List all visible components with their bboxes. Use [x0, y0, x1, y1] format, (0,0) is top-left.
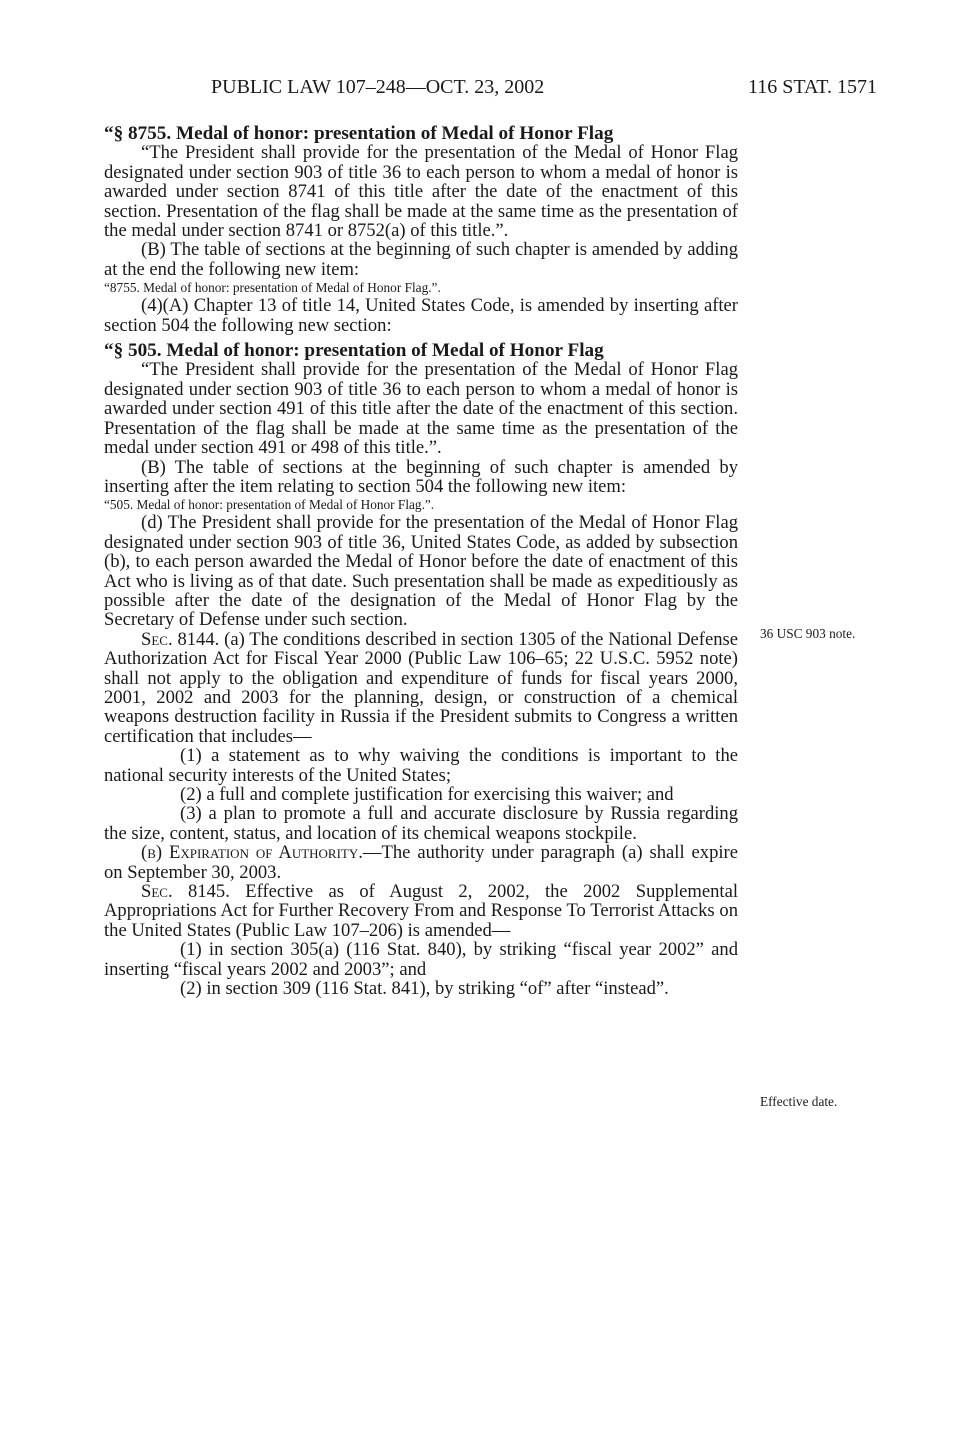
- paragraph-d: (d) The President shall provide for the presentation of the Medal of Honor Flag designated under section 903 of title 36, United States Code, as added by subsection (b), to each person awarded the Medal of Honor before the date of enactment of this Act who is living as of that date. Such presentation shall be made as expeditiously as possible after the date of the designation of the Medal of Honor Flag by the Secretary of Defense under such section.: [104, 512, 738, 631]
- expiration-text: —The authority under paragraph (a) shall expire on September 30, 2003.: [104, 842, 738, 883]
- section-8755-heading: “§ 8755. Medal of honor: presentation of Medal of Honor Flag: [104, 123, 614, 144]
- section-8145-item-2: (2) in section 309 (116 Stat. 841), by striking “of” after “instead”.: [180, 978, 669, 1000]
- section-505-table-item: “505. Medal of honor: presentation of Medal of Honor Flag.”.: [104, 497, 435, 513]
- paragraph-4a: (4)(A) Chapter 13 of title 14, United States Code, is amended by inserting after section 504 the following new section:: [104, 295, 738, 336]
- section-8144-label: Sec.: [141, 628, 173, 650]
- page-header: [104, 76, 877, 106]
- section-8145-item-1: (1) in section 305(a) (116 Stat. 840), by striking “fiscal year 2002” and inserting “fiscal years 2002 and 2003”; and: [104, 939, 738, 980]
- header-citation: PUBLIC LAW 107–248—OCT. 23, 2002: [211, 76, 545, 98]
- section-8144-item-2: (2) a full and complete justification for exercising this waiver; and: [180, 784, 674, 805]
- section-8755-text: “The President shall provide for the presentation of the Medal of Honor Flag designated under section 903 of title 36 to each person to whom a medal of honor is awarded under section 8741 of this title after the date of the enactment of this section. Presentation of the flag shall be made at the same time as the presentation of the medal under section 8741 or 8752(a) of this title.”.: [104, 142, 738, 242]
- section-8755-table-item: “8755. Medal of honor: presentation of Medal of Honor Flag.”.: [104, 280, 441, 296]
- section-8144-subsection-b: [104, 843, 738, 882]
- section-8144-body: 8144. (a) The conditions described in section 1305 of the National Defense Authorization Act for Fiscal Year 2000 (Public Law 106–65; 22 U.S.C. 5952 note) shall not apply to the obligation and expenditure of funds for fiscal years 2000, 2001, 2002 and 2003 for the planning, design, or construction of a chemical weapons destruction facility in Russia if the President submits to Congress a written certification that includes—: [104, 628, 738, 747]
- section-8145-text: [104, 882, 738, 940]
- section-8144-item-3: (3) a plan to promote a full and accurate disclosure by Russia regarding the size, content, status, and location of its chemical weapons stockpile.: [104, 803, 738, 844]
- expiration-heading: (b) Expiration of Authority.: [141, 842, 363, 864]
- margin-note-usc: 36 USC 903 note.: [760, 626, 856, 641]
- document-body: [104, 124, 738, 998]
- section-505-heading: “§ 505. Medal of honor: presentation of Medal of Honor Flag: [104, 340, 604, 362]
- section-8145-label: Sec.: [141, 881, 173, 903]
- margin-note-effective-date: Effective date.: [760, 1094, 838, 1109]
- section-8144-item-1: (1) a statement as to why waiving the conditions is important to the national security interests of the United States;: [104, 745, 738, 786]
- section-8144-text: [104, 630, 738, 746]
- section-505-text: “The President shall provide for the presentation of the Medal of Honor Flag designated under section 903 of title 36 to each person to whom a medal of honor is awarded under section 491 of this title after the date of the enactment of this section. Presentation of the flag shall be made at the same time as the presentation of the medal under section 491 or 498 of this title.”.: [104, 359, 738, 459]
- section-8755-table-amendment: (B) The table of sections at the beginning of such chapter is amended by adding at the end the following new item:: [104, 239, 738, 280]
- header-stat-page: 116 STAT. 1571: [748, 76, 877, 98]
- section-8145-body: 8145. Effective as of August 2, 2002, the 2002 Supplemental Appropriations Act for Further Recovery From and Response To Terrorist Attacks on the United States (Public Law 107–206) is amended—: [104, 881, 738, 941]
- section-505-table-amendment: (B) The table of sections at the beginning of such chapter is amended by inserting after the item relating to section 504 the following new item:: [104, 456, 738, 497]
